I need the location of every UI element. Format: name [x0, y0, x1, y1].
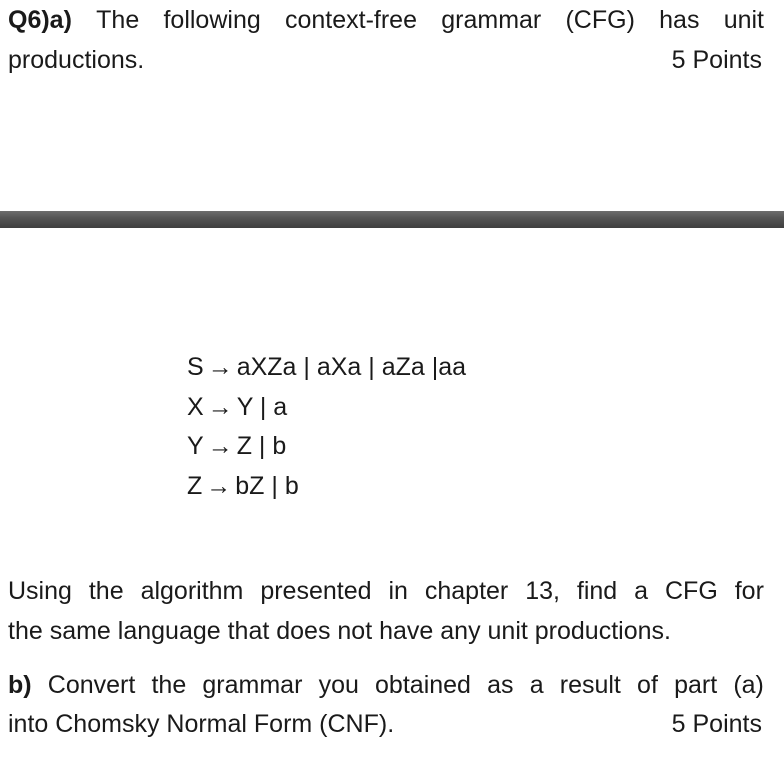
rule-lhs: Y [187, 432, 204, 460]
word: a [634, 577, 649, 605]
rule-rhs: bZ | b [235, 471, 299, 500]
word: (a) [733, 671, 764, 699]
rule-rhs: Y | a [236, 392, 288, 421]
q6b-points: 5 Points [671, 710, 762, 738]
word: you [318, 671, 359, 699]
q6b-line-1 [8, 670, 764, 700]
grammar-rule-x [187, 391, 466, 431]
word: the [88, 577, 124, 605]
rule-rhs: aXZa | aXa | aZa |aa [236, 353, 467, 381]
q6a-label: Q6)a) [8, 6, 72, 34]
word: obtained [375, 671, 471, 699]
grammar-rule-z [187, 470, 466, 510]
word: has [659, 6, 700, 34]
word: find [576, 577, 618, 605]
word: grammar [441, 6, 542, 34]
grammar-rule-y [187, 430, 466, 470]
arrow-icon: → [207, 432, 233, 460]
word: (CFG) [565, 6, 635, 34]
q6b-line-2: into Chomsky Normal Form (CNF). [8, 710, 395, 738]
instructions-line-2: the same language that does not have any unit productions. [8, 617, 671, 645]
word: The [96, 6, 140, 34]
word: Using [8, 577, 72, 605]
word: of [637, 671, 658, 699]
word: unit [723, 6, 764, 34]
rule-lhs: S [187, 353, 204, 381]
rule-lhs: X [187, 392, 204, 421]
grammar-block [187, 351, 466, 509]
word: result [559, 671, 621, 699]
word: 13, [525, 577, 560, 605]
word: in [388, 577, 408, 605]
word: Convert [47, 671, 136, 699]
word: following [163, 6, 261, 34]
word: CFG [665, 577, 718, 605]
page-divider [0, 211, 784, 228]
word: part [674, 671, 718, 699]
q6a-line-1 [8, 5, 764, 35]
q6a-line-2: productions. [8, 46, 145, 74]
word: grammar [202, 671, 303, 699]
arrow-icon: → [206, 471, 232, 500]
grammar-rule-s [187, 351, 466, 391]
word: a [529, 671, 544, 699]
arrow-icon: → [207, 353, 233, 381]
word: the [151, 671, 187, 699]
arrow-icon: → [207, 392, 233, 421]
word: algorithm [140, 577, 244, 605]
q6a-points: 5 Points [671, 46, 762, 74]
word: as [487, 671, 514, 699]
q6b-label: b) [8, 671, 32, 699]
word: context-free [284, 6, 417, 34]
rule-rhs: Z | b [236, 432, 287, 460]
instructions-line-1 [8, 576, 764, 606]
word: presented [260, 577, 372, 605]
word: chapter [424, 577, 509, 605]
rule-lhs: Z [187, 471, 203, 500]
word: for [734, 577, 764, 605]
